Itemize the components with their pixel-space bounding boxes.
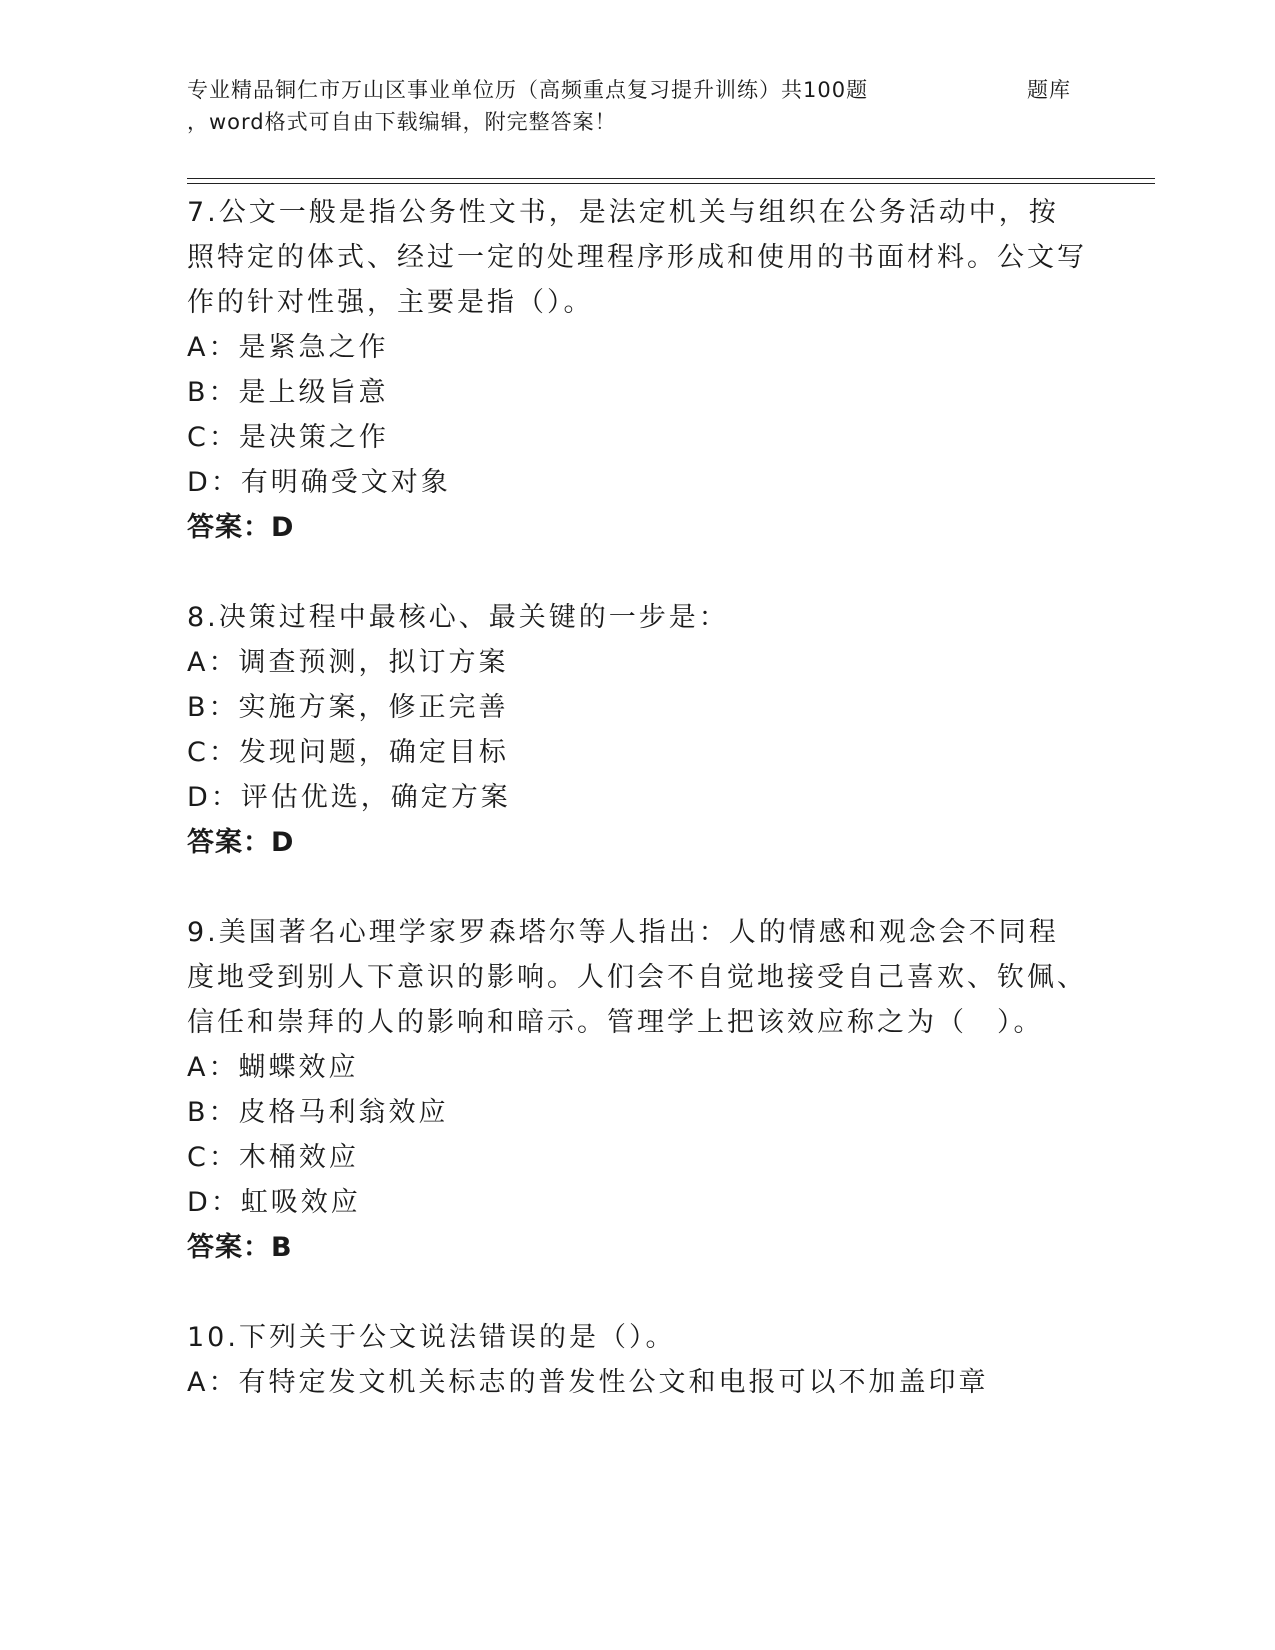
option-b: B：实施方案，修正完善 [187, 692, 509, 723]
question-stem: 10.下列关于公文说法错误的是（）。 [187, 1322, 676, 1353]
header-divider-top [187, 178, 1155, 179]
question-9 [187, 910, 1087, 1270]
question-list [187, 190, 1087, 1450]
option-a: A：蝴蝶效应 [187, 1052, 359, 1083]
document-tag: 题库 [1027, 78, 1071, 102]
option-a: A：有特定发文机关标志的普发性公文和电报可以不加盖印章 [187, 1367, 989, 1398]
answer: 答案：D [187, 512, 295, 543]
option-c: C：是决策之作 [187, 422, 389, 453]
option-d: D：虹吸效应 [187, 1187, 361, 1218]
question-stem: 7.公文一般是指公务性文书，是法定机关与组织在公务活动中，按照特定的体式、经过一定的处理程序形成和使用的书面材料。公文写作的针对性强，主要是指（）。 [187, 197, 1087, 318]
question-stem: 8.决策过程中最核心、最关键的一步是： [187, 602, 729, 633]
option-a: A：是紧急之作 [187, 332, 389, 363]
option-c: C：发现问题，确定目标 [187, 737, 509, 768]
question-8 [187, 595, 1087, 865]
answer: 答案：D [187, 827, 295, 858]
question-stem: 9.美国著名心理学家罗森塔尔等人指出：人的情感和观念会不同程度地受到别人下意识的影响。人们会不自觉地接受自己喜欢、钦佩、信任和崇拜的人的影响和暗示。管理学上把该效应称之为（ ）。 [187, 917, 1087, 1038]
question-7 [187, 190, 1087, 550]
option-b: B：皮格马利翁效应 [187, 1097, 449, 1128]
document-header [187, 74, 1087, 136]
document-subtitle: ，word格式可自由下载编辑，附完整答案！ [187, 110, 617, 134]
option-c: C：木桶效应 [187, 1142, 359, 1173]
question-10 [187, 1315, 1087, 1405]
answer: 答案：B [187, 1232, 293, 1263]
document-title: 专业精品铜仁市万山区事业单位历（高频重点复习提升训练）共100题 [187, 78, 869, 102]
option-d: D：有明确受文对象 [187, 467, 451, 498]
option-a: A：调查预测，拟订方案 [187, 647, 509, 678]
header-divider-bottom [187, 183, 1155, 184]
option-b: B：是上级旨意 [187, 377, 389, 408]
option-d: D：评估优选，确定方案 [187, 782, 511, 813]
